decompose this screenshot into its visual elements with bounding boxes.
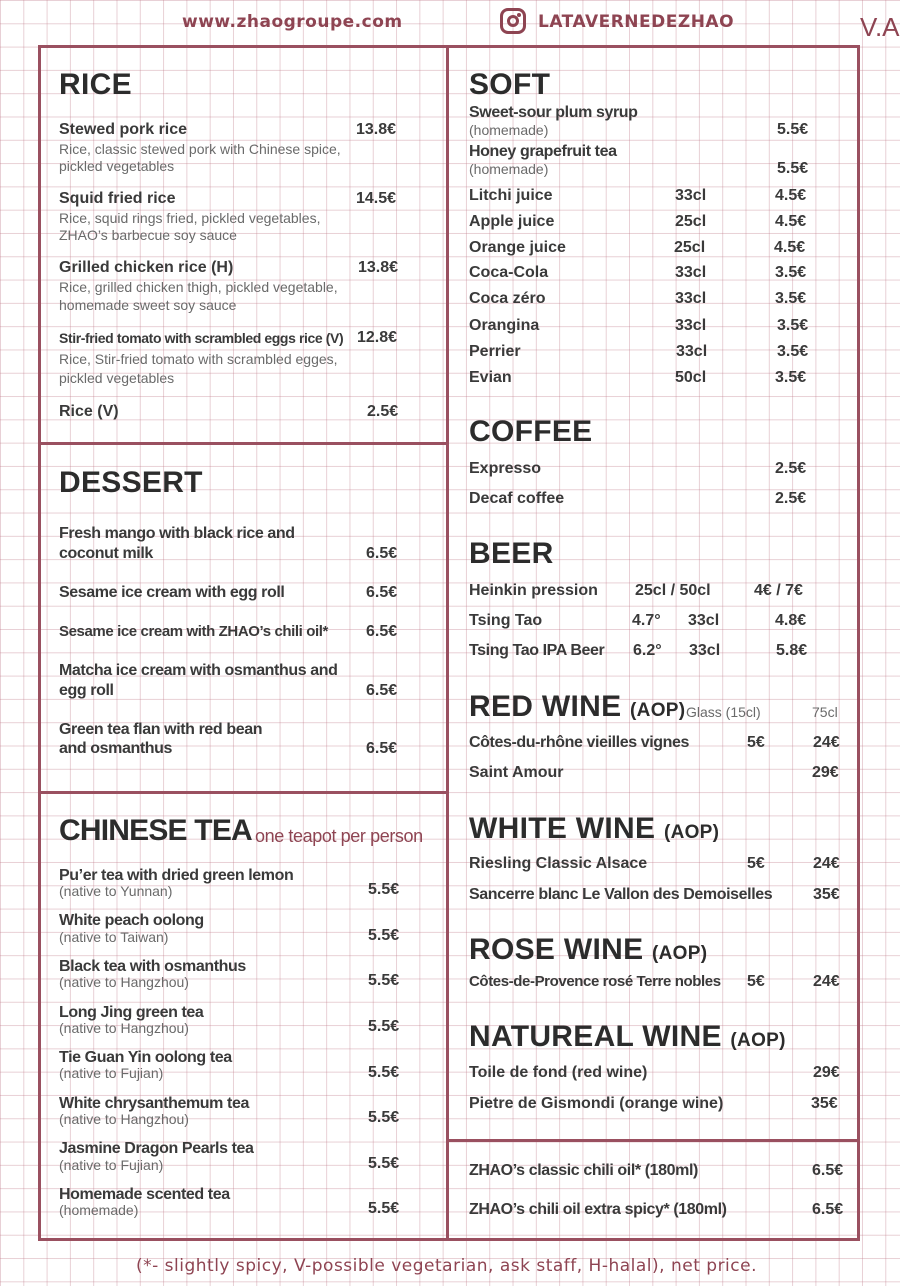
wine-name: Pietre de Gismondi (orange wine) bbox=[469, 1095, 724, 1112]
drink-price: 4.5€ bbox=[774, 239, 806, 256]
beer-name: Tsing Tao IPA Beer bbox=[469, 642, 605, 659]
drink-name: Expresso bbox=[469, 460, 542, 477]
drink-size: 50cl bbox=[675, 369, 707, 386]
drink-name: Litchi juice bbox=[469, 187, 553, 204]
drink-size: 33cl bbox=[675, 290, 707, 307]
drink-note: (homemade) bbox=[469, 122, 549, 138]
wine-name: Côtes-du-rhône vieilles vignes bbox=[469, 734, 690, 751]
tea-origin: (native to Yunnan) bbox=[59, 883, 173, 899]
beer-size: 33cl bbox=[688, 612, 720, 629]
white-wine-label: WHITE WINE bbox=[469, 812, 656, 845]
wine-glass-price: 5€ bbox=[747, 973, 765, 990]
menu-item-price: 6.5€ bbox=[366, 545, 398, 562]
menu-item-desc: Rice, squid rings fried, pickled vegetables, bbox=[59, 210, 321, 226]
drink-price: 5.5€ bbox=[777, 121, 809, 138]
menu-item-price: 13.8€ bbox=[356, 121, 397, 138]
wine-name: Riesling Classic Alsace bbox=[469, 855, 648, 872]
wine-bottle-price: 29€ bbox=[813, 1064, 840, 1081]
drink-price: 3.5€ bbox=[775, 264, 807, 281]
tea-name: Pu’er tea with dried green lemon bbox=[59, 867, 294, 884]
menu-item-desc: homemade sweet soy sauce bbox=[59, 297, 237, 313]
wine-glass-price: 5€ bbox=[747, 734, 765, 751]
drink-price: 3.5€ bbox=[777, 343, 809, 360]
menu-item-name: and osmanthus bbox=[59, 740, 173, 757]
menu-item-name: Green tea flan with red bean bbox=[59, 721, 263, 738]
chili-oil-price: 6.5€ bbox=[812, 1201, 844, 1218]
drink-size: 33cl bbox=[675, 317, 707, 334]
menu-item-name: Sesame ice cream with egg roll bbox=[59, 584, 285, 601]
drink-name: Evian bbox=[469, 369, 512, 386]
menu-item-name: coconut milk bbox=[59, 545, 153, 562]
beer-name: Tsing Tao bbox=[469, 612, 543, 629]
menu-item-desc: Rice, Stir-fried tomato with scrambled egges, bbox=[59, 351, 338, 367]
natural-wine-aop: (AOP) bbox=[730, 1030, 786, 1051]
menu-item-price: 2.5€ bbox=[367, 403, 399, 420]
tea-origin: (native to Hangzhou) bbox=[59, 974, 189, 990]
beer-size: 33cl bbox=[689, 642, 721, 659]
drink-price: 2.5€ bbox=[775, 490, 807, 507]
chili-oil-price: 6.5€ bbox=[812, 1162, 844, 1179]
drink-price: 2.5€ bbox=[775, 460, 807, 477]
tea-price: 5.5€ bbox=[368, 1155, 400, 1172]
wine-name: Saint Amour bbox=[469, 764, 564, 781]
drink-note: (homemade) bbox=[469, 161, 549, 177]
beer-abv: 4.7° bbox=[632, 612, 661, 629]
menu-item-name: Stir-fried tomato with scrambled eggs rice (V) bbox=[59, 330, 344, 346]
chili-oil-name: ZHAO’s chili oil extra spicy* (180ml) bbox=[469, 1201, 727, 1218]
drink-name: Sweet-sour plum syrup bbox=[469, 104, 638, 121]
menu-item-desc: pickled vegetables bbox=[59, 370, 175, 386]
footer-note: (*- slightly spicy, V-possible vegetarian, ask staff, H-halal), net price. bbox=[136, 1256, 757, 1276]
drink-price: 3.5€ bbox=[775, 290, 807, 307]
menu-item-price: 12.8€ bbox=[357, 329, 398, 346]
drink-price: 3.5€ bbox=[775, 369, 807, 386]
tea-price: 5.5€ bbox=[368, 1109, 400, 1126]
menu-item-price: 14.5€ bbox=[356, 190, 397, 207]
menu-item-name: Matcha ice cream with osmanthus and bbox=[59, 662, 338, 679]
wine-bottle-price: 24€ bbox=[813, 734, 840, 751]
drink-size: 25cl bbox=[675, 213, 707, 230]
drink-name: Honey grapefruit tea bbox=[469, 143, 617, 160]
wine-bottle-price: 24€ bbox=[813, 855, 840, 872]
beer-size: 25cl / 50cl bbox=[635, 582, 711, 599]
rose-wine-aop: (AOP) bbox=[652, 943, 708, 964]
drink-name: Apple juice bbox=[469, 213, 555, 230]
wine-name: Côtes-de-Provence rosé Terre nobles bbox=[469, 973, 721, 990]
drink-size: 33cl bbox=[675, 264, 707, 281]
menu-item-desc: Rice, classic stewed pork with Chinese spice, bbox=[59, 141, 341, 157]
beer-price: 5.8€ bbox=[776, 642, 808, 659]
natural-wine-label: NATUREAL WINE bbox=[469, 1020, 722, 1053]
wine-bottle-price: 35€ bbox=[813, 886, 840, 903]
tea-origin: (native to Hangzhou) bbox=[59, 1111, 189, 1127]
drink-name: Orange juice bbox=[469, 239, 566, 256]
beer-abv: 6.2° bbox=[633, 642, 662, 659]
beer-name: Heinkin pression bbox=[469, 582, 598, 599]
rice-title: RICE bbox=[59, 68, 132, 101]
menu-item-name: egg roll bbox=[59, 682, 114, 699]
beer-price: 4.8€ bbox=[775, 612, 807, 629]
drink-name: Orangina bbox=[469, 317, 540, 334]
drink-name: Decaf coffee bbox=[469, 490, 565, 507]
red-wine-aop: (AOP) bbox=[630, 700, 686, 721]
white-wine-title bbox=[469, 812, 719, 846]
menu-item-price: 6.5€ bbox=[366, 740, 398, 757]
tea-origin: (native to Fujian) bbox=[59, 1157, 164, 1173]
coffee-title: COFFEE bbox=[469, 415, 593, 448]
chili-oil-name: ZHAO’s classic chili oil* (180ml) bbox=[469, 1162, 698, 1179]
tea-name: Black tea with osmanthus bbox=[59, 958, 246, 975]
drink-price: 5.5€ bbox=[777, 160, 809, 177]
drink-size: 33cl bbox=[676, 343, 708, 360]
beer-price: 4€ / 7€ bbox=[754, 582, 803, 599]
menu-item-price: 6.5€ bbox=[366, 623, 398, 640]
drink-name: Coca-Cola bbox=[469, 264, 549, 281]
red-wine-label: RED WINE bbox=[469, 690, 622, 723]
menu-item-price: 13.8€ bbox=[358, 259, 399, 276]
drink-name: Coca zéro bbox=[469, 290, 546, 307]
tea-name: White chrysanthemum tea bbox=[59, 1095, 249, 1112]
drink-price: 4.5€ bbox=[775, 187, 807, 204]
tea-name: Long Jing green tea bbox=[59, 1004, 204, 1021]
wine-bottle-price: 24€ bbox=[813, 973, 840, 990]
red-wine-title bbox=[469, 690, 685, 724]
corner-text: V.A bbox=[860, 12, 900, 42]
wine-bottle-price: 29€ bbox=[812, 764, 839, 781]
website-link[interactable]: www.zhaogroupe.com bbox=[182, 12, 403, 32]
instagram-icon bbox=[500, 8, 526, 34]
tea-price: 5.5€ bbox=[368, 1064, 400, 1081]
menu-item-price: 6.5€ bbox=[366, 682, 398, 699]
drink-size: 25cl bbox=[674, 239, 706, 256]
rose-wine-label: ROSE WINE bbox=[469, 933, 644, 966]
drink-size: 33cl bbox=[675, 187, 707, 204]
natural-wine-title bbox=[469, 1020, 786, 1054]
tea-price: 5.5€ bbox=[368, 881, 400, 898]
tea-name: Homemade scented tea bbox=[59, 1186, 230, 1203]
tea-origin: (native to Hangzhou) bbox=[59, 1020, 189, 1036]
menu-item-name: Stewed pork rice bbox=[59, 121, 188, 138]
tea-title: CHINESE TEA bbox=[59, 814, 252, 847]
instagram-handle[interactable]: LATAVERNEDEZHAO bbox=[538, 12, 735, 32]
menu-item-desc: pickled vegetables bbox=[59, 158, 175, 174]
dessert-title: DESSERT bbox=[59, 466, 203, 499]
drink-name: Perrier bbox=[469, 343, 521, 360]
tea-price: 5.5€ bbox=[368, 1200, 400, 1217]
rose-wine-title bbox=[469, 933, 707, 967]
tea-name: Tie Guan Yin oolong tea bbox=[59, 1049, 232, 1066]
tea-price: 5.5€ bbox=[368, 1018, 400, 1035]
wine-glass-price: 5€ bbox=[747, 855, 765, 872]
soft-title: SOFT bbox=[469, 68, 551, 101]
menu-item-desc: Rice, grilled chicken thigh, pickled vegetable, bbox=[59, 279, 338, 295]
menu-item-name: Fresh mango with black rice and bbox=[59, 525, 295, 542]
tea-subtitle: one teapot per person bbox=[255, 826, 423, 846]
wine-name: Toile de fond (red wine) bbox=[469, 1064, 648, 1081]
wine-name: Sancerre blanc Le Vallon des Demoiselles bbox=[469, 886, 773, 903]
tea-origin: (native to Fujian) bbox=[59, 1065, 164, 1081]
drink-price: 3.5€ bbox=[777, 317, 809, 334]
drink-price: 4.5€ bbox=[775, 213, 807, 230]
menu-item-name: Squid fried rice bbox=[59, 190, 176, 207]
menu-item-price: 6.5€ bbox=[366, 584, 398, 601]
glass-column-label: Glass (15cl) bbox=[686, 704, 761, 720]
tea-origin: (native to Taiwan) bbox=[59, 929, 169, 945]
beer-title: BEER bbox=[469, 537, 554, 570]
wine-bottle-price: 35€ bbox=[811, 1095, 838, 1112]
menu-item-name: Sesame ice cream with ZHAO’s chili oil* bbox=[59, 623, 328, 640]
menu-item-name: Grilled chicken rice (H) bbox=[59, 259, 234, 276]
menu-item-name: Rice (V) bbox=[59, 403, 119, 420]
tea-origin: (homemade) bbox=[59, 1202, 139, 1218]
tea-name: Jasmine Dragon Pearls tea bbox=[59, 1140, 254, 1157]
tea-name: White peach oolong bbox=[59, 912, 204, 929]
chili-panel bbox=[446, 1139, 860, 1241]
menu-item-desc: ZHAO’s barbecue soy sauce bbox=[59, 227, 237, 243]
tea-price: 5.5€ bbox=[368, 927, 400, 944]
tea-price: 5.5€ bbox=[368, 972, 400, 989]
white-wine-aop: (AOP) bbox=[663, 822, 720, 843]
bottle-column-label: 75cl bbox=[812, 704, 838, 720]
